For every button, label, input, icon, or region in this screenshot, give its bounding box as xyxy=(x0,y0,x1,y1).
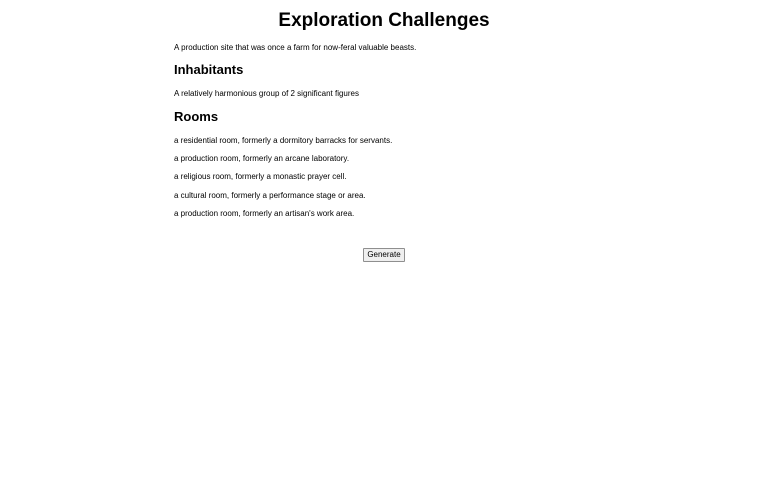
room-item: a production room, formerly an arcane laboratory. xyxy=(174,154,350,163)
room-item: a cultural room, formerly a performance stage or area. xyxy=(174,191,366,200)
inhabitants-text: A relatively harmonious group of 2 significant figures xyxy=(174,89,359,98)
rooms-heading: Rooms xyxy=(174,109,219,124)
room-item: a religious room, formerly a monastic prayer cell. xyxy=(174,172,347,181)
generate-container xyxy=(0,244,768,262)
site-description: A production site that was once a farm for now-feral valuable beasts. xyxy=(174,43,417,52)
room-item: a production room, formerly an artisan's work area. xyxy=(174,209,355,218)
generate-button[interactable]: Generate xyxy=(363,248,404,262)
page-title: Exploration Challenges xyxy=(278,10,490,31)
inhabitants-heading: Inhabitants xyxy=(174,62,244,77)
room-item: a residential room, formerly a dormitory barracks for servants. xyxy=(174,136,393,145)
